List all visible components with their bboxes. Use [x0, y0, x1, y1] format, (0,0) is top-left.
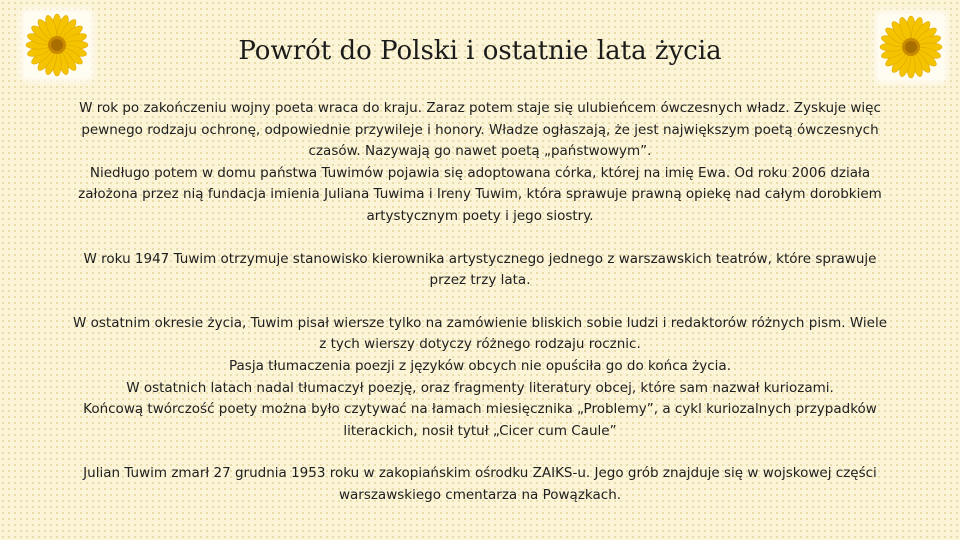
paragraph-death: Julian Tuwim zmarł 27 grudnia 1953 roku w zakopiańskim ośrodku ZAIKS-u. Jego grób znajduje się w wojskowej części warszawskiego cmentarza na Powązkach.	[83, 465, 877, 503]
slide-body	[70, 98, 890, 507]
paragraph-problemy: Końcową twórczość poety można było czytywać na łamach miesięcznika „Problemy”, a cykl kuriozalnych przypadków literackich, nosił tytuł „Cicer cum Caule”	[83, 401, 877, 439]
paragraph-daughter: Niedługo potem w domu państwa Tuwimów pojawia się adoptowana córka, której na imię Ewa. Od roku 2006 działa założona przez nią fundacja imienia Juliana Tuwima i Ireny Tuwim, która sprawuje prawną opiekę nad całym dorobkiem artystycznym poety i jego siostry.	[78, 164, 882, 224]
spacer	[70, 292, 890, 313]
slide-title: Powrót do Polski i ostatnie lata życia	[238, 36, 722, 66]
spacer	[70, 228, 890, 249]
spacer	[70, 442, 890, 463]
paragraph-late-poems: W ostatnim okresie życia, Tuwim pisał wiersze tylko na zamówienie bliskich sobie ludzi i redaktorów różnych pism. Wiele z tych wierszy dotyczy różnego rodzaju rocznic.	[72, 314, 888, 353]
paragraph-theatre: W roku 1947 Tuwim otrzymuje stanowisko kierownika artystycznego jednego z warszawskich teatrów, które sprawuje przez trzy lata.	[83, 250, 877, 289]
paragraph-translation-passion: Pasja tłumaczenia poezji z języków obcych nie opuściła go do końca życia.	[229, 357, 731, 374]
paragraph-curiosities: W ostatnich latach nadal tłumaczył poezję, oraz fragmenty literatury obcej, które sam nazwał kuriozami.	[126, 379, 834, 396]
paragraph-return: W rok po zakończeniu wojny poeta wraca do kraju. Zaraz potem staje się ulubieńcem ówczesnych władz. Zyskuje więc pewnego rodzaju ochronę, odpowiednie przywileje i honory. Władze ogłaszają, że jest największym poetą ówczesnych czasów. Nazywają go nawet poetą „państwowym”.	[79, 100, 881, 160]
